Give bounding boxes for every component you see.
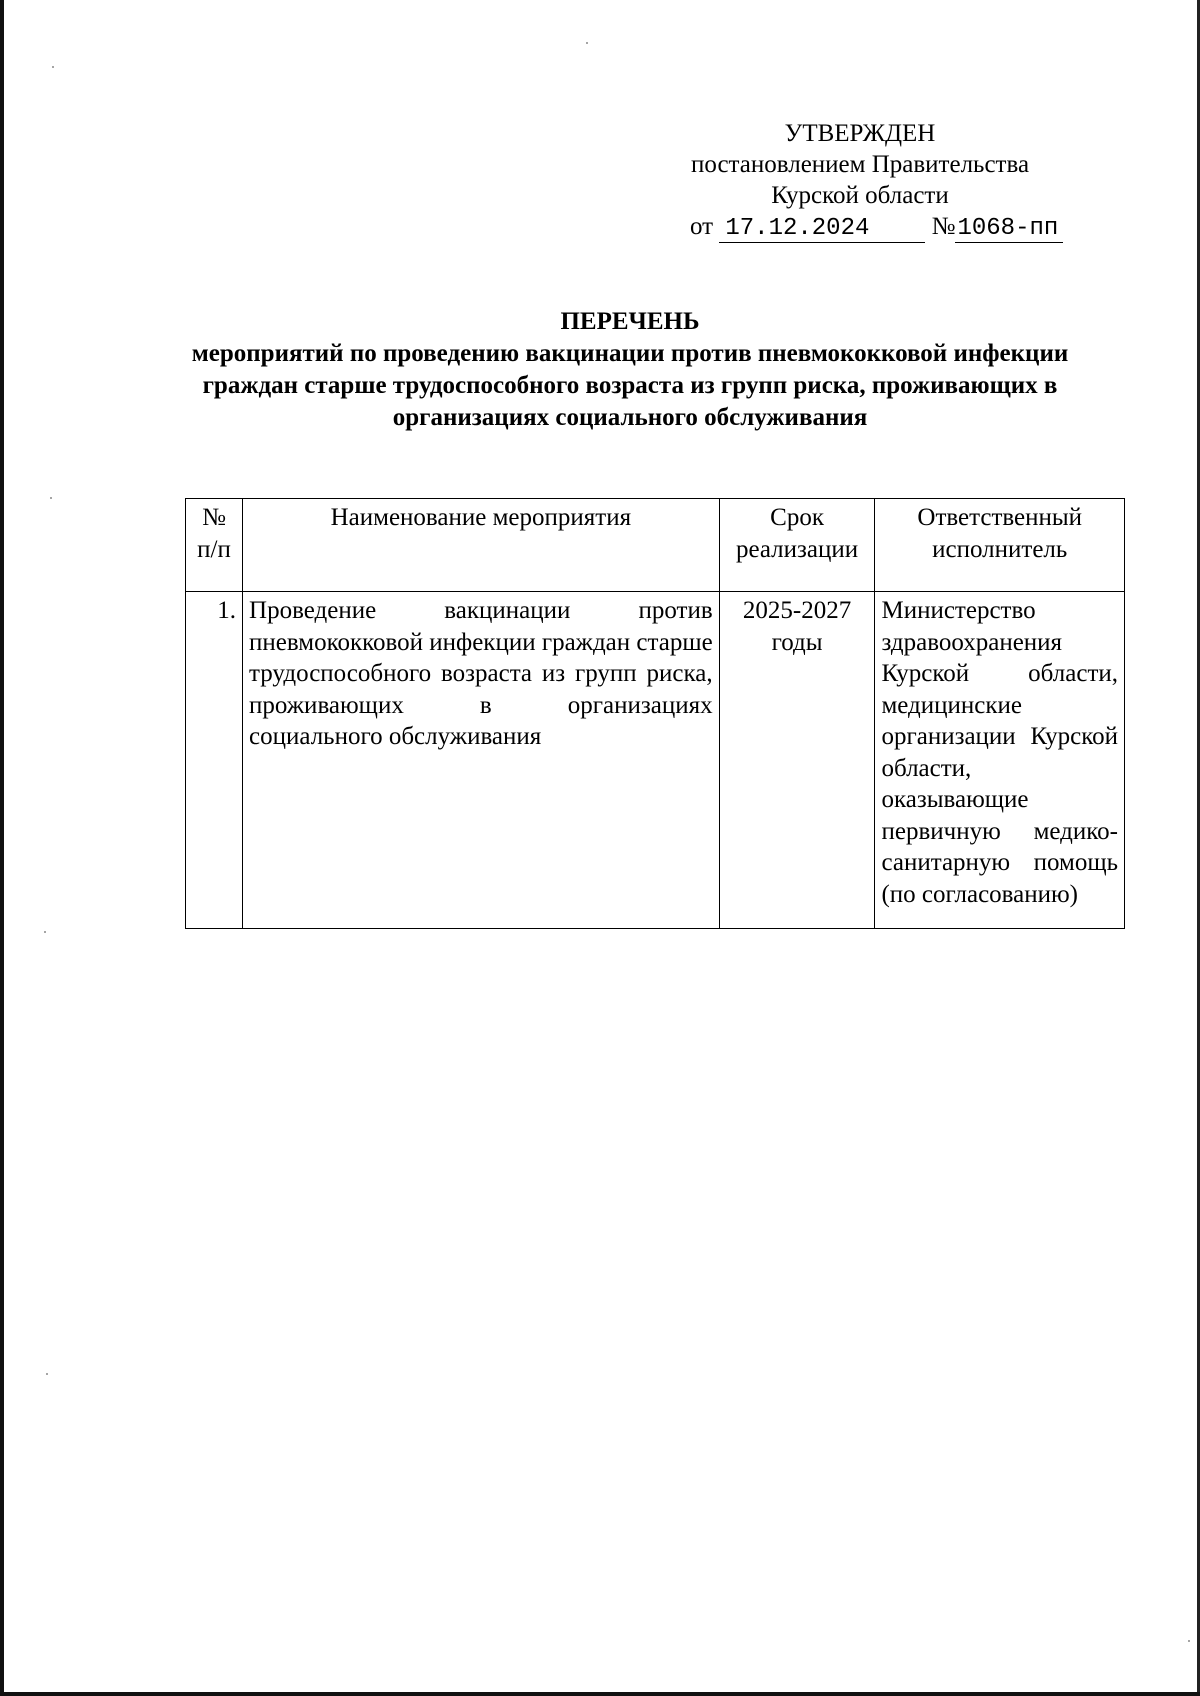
header-num: № п/п: [186, 499, 243, 592]
approval-by-line: постановлением Правительства: [690, 151, 1030, 178]
scan-speck: [44, 931, 46, 933]
header-name: Наименование мероприятия: [243, 499, 720, 592]
date-prefix: от: [690, 213, 714, 240]
table-header-row: [186, 499, 1125, 592]
row-num: 1.: [186, 592, 243, 929]
scan-speck: [52, 66, 54, 68]
table-row: [186, 592, 1125, 929]
approval-heading: УТВЕРЖДЕН: [784, 120, 936, 147]
measures-table: [185, 498, 1125, 929]
scan-speck: [586, 42, 588, 44]
title-subtitle: мероприятий по проведению вакцинации против пневмококковой инфекции граждан старше трудоспособного возраста из групп риска, проживающих в организациях социального обслуживания: [191, 340, 1069, 431]
approval-date: 17.12.2024: [719, 216, 925, 243]
header-term: Срок реализации: [719, 499, 875, 592]
document-title: [130, 306, 1130, 434]
scan-edge-bottom: [0, 1692, 1200, 1696]
scan-speck: [50, 497, 52, 499]
approval-date-number-line: [640, 211, 1080, 243]
scan-edge-left: [0, 0, 4, 1696]
row-name: Проведение вакцинации против пневмококковой инфекции граждан старше трудоспособного возраста из групп риска, проживающих в организациях социального обслуживания: [243, 592, 720, 929]
header-responsible: Ответственный исполнитель: [875, 499, 1125, 592]
title-heading: ПЕРЕЧЕНЬ: [560, 308, 700, 335]
approval-block: [640, 118, 1080, 243]
number-prefix: №: [931, 213, 956, 240]
row-term: 2025-2027 годы: [719, 592, 875, 929]
scan-speck: [46, 1373, 48, 1375]
scan-speck: [1188, 1640, 1190, 1642]
row-responsible: Министерство здравоохранения Курской области, медицинские организации Курской области, оказывающие первичную медико-санитарную помощь (по согласованию): [875, 592, 1125, 929]
approval-number: 1068-пп: [955, 216, 1063, 243]
approval-region-line: Курской области: [771, 182, 949, 209]
